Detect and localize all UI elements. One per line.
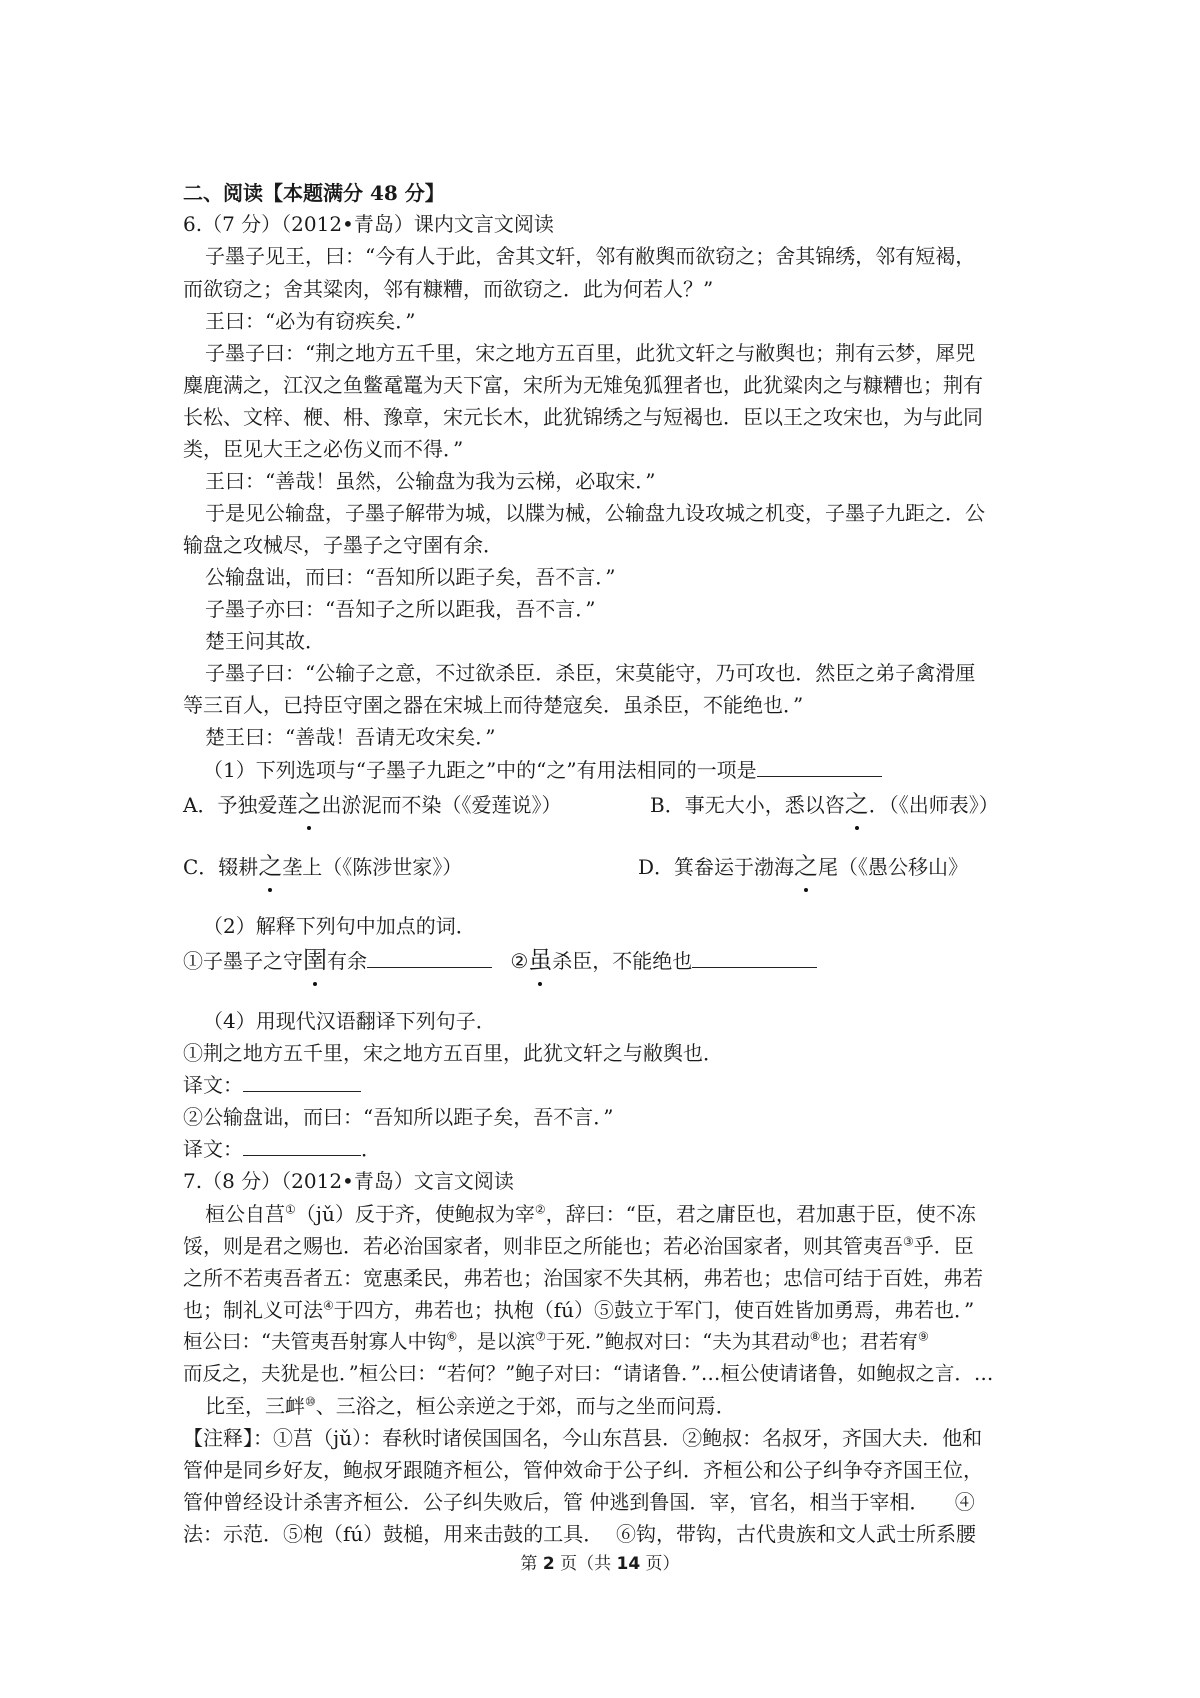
passage-line: 楚王曰：“善哉！吾请无攻宋矣．” — [205, 725, 496, 749]
sub2-item1-text: ①子墨子之守 — [183, 949, 303, 973]
footnote-marker: ⑩ — [305, 1394, 316, 1409]
footnote-marker: ③ — [903, 1234, 914, 1249]
emphasis-dot-char: 圉 — [303, 946, 327, 974]
answer-blank[interactable] — [243, 1073, 361, 1092]
footnote-marker: ⑨ — [918, 1329, 929, 1344]
translation-line-2 — [183, 1135, 1043, 1163]
answer-blank[interactable] — [757, 758, 882, 777]
option-d-text: 尾（《愚公移山》 — [818, 855, 969, 879]
passage-line: 比至，三衅⑩、三浴之，桓公亲逆之于郊，而与之坐而问焉． — [205, 1394, 736, 1418]
annotation-line: 法：示范．⑤枹（fú）鼓槌，用来击鼓的工具． ⑥钩，带钩，古代贵族和文人武士所系腰 — [183, 1522, 976, 1546]
passage-line: 也；制礼义可法④于四方，弗若也；执枹（fú）⑤鼓立于军门，使百姓皆加勇焉，弗若也．” — [183, 1298, 975, 1322]
passage-line: 而反之，夫犹是也．”桓公曰：“若何？”鲍子对曰：“请诸鲁．”…桓公使请诸鲁，如鲍叔之言．… — [183, 1362, 994, 1385]
option-b-text: B．事无大小，悉以咨 — [650, 793, 845, 817]
sub-question-1 — [203, 756, 1063, 784]
passage-line: 类，臣见大王之必伤义而不得．” — [183, 437, 464, 461]
question-7-header: 7.（8 分）（2012•青岛）文言文阅读 — [183, 1169, 514, 1193]
footnote-marker: ⑥ — [446, 1329, 458, 1344]
passage-line: 桓公曰：“夫管夷吾射寡人中钩⑥，是以滨⑦于死．”鲍叔对曰：“夫为其君动⑧也；君若宥⑨ — [183, 1329, 929, 1353]
passage-line: 子墨子曰：“荆之地方五千里，宋之地方五百里，此犹文轩之与敝舆也；荆有云梦，犀兕 — [205, 341, 976, 365]
option-a-text: A．予独爱莲 — [183, 793, 298, 817]
passage-line: 王曰：“必为有窃疾矣．” — [205, 309, 416, 333]
footnote-marker: ⑦ — [535, 1329, 547, 1344]
passage-line: 公输盘诎，而曰：“吾知所以距子矣，吾不言．” — [205, 565, 616, 589]
annotation-line: 管仲曾经设计杀害齐桓公．公子纠失败后，管 仲逃到鲁国．宰，官名，相当于宰相． ④ — [183, 1490, 975, 1514]
period: ． — [361, 1137, 381, 1161]
total-pages: 14 — [616, 1554, 641, 1574]
sub-question-4-prompt: （4）用现代汉语翻译下列句子． — [203, 1009, 496, 1033]
passage-line: 之所不若夷吾者五：宽惠柔民，弗若也；治国家不失其柄，弗若也；忠信可结于百姓，弗若 — [183, 1266, 983, 1290]
passage-line: 王曰：“善哉！虽然，公输盘为我为云梯，必取宋．” — [205, 469, 656, 493]
translation-label: 译文： — [183, 1137, 243, 1161]
emphasis-dot-char: 之 — [794, 852, 819, 880]
emphasis-dot-char: 之 — [258, 852, 283, 880]
sub-question-2-prompt: （2）解释下列句中加点的词． — [203, 914, 476, 938]
translate-sentence-1: ①荆之地方五千里，宋之地方五百里，此犹文轩之与敝舆也． — [183, 1041, 723, 1065]
passage-line: 子墨子亦曰：“吾知子之所以距我，吾不言．” — [205, 597, 596, 621]
passage-line: 等三百人，已持臣守圉之器在宋城上而待楚寇矣．虽杀臣，不能绝也．” — [183, 693, 804, 717]
passage-line: 桓公自莒①（jǔ）反于齐，使鲍叔为宰②，辞曰：“臣，君之庸臣也，君加惠于臣，使不冻 — [205, 1202, 976, 1226]
answer-blank[interactable] — [367, 949, 492, 968]
sub-question-1-prompt: （1）下列选项与“子墨子九距之”中的“之”有用法相同的一项是 — [203, 758, 757, 782]
section-heading: 二、阅读【本题满分 48 分】 — [183, 181, 445, 205]
passage-line: 长松、文梓、楩、枏、豫章，宋元长木，此犹锦绣之与短褐也．臣以王之攻宋也，为与此同 — [183, 405, 983, 429]
footnote-marker: ② — [534, 1202, 546, 1217]
passage-line: 输盘之攻械尽，子墨子之守圉有余． — [183, 533, 503, 557]
passage-line: 馁，则是君之赐也．若必治国家者，则非臣之所能也；若必治国家者，则其管夷吾③乎．臣 — [183, 1234, 974, 1258]
passage-line: 子墨子曰：“公输子之意，不过欲杀臣．杀臣，宋莫能守，乃可攻也．然臣之弟子禽滑厘 — [205, 661, 976, 685]
sub-question-2-items — [183, 946, 1043, 975]
option-d[interactable] — [638, 852, 1038, 881]
annotation-line: 【注释】：①莒（jǔ）：春秋时诸侯国国名，今山东莒县．②鲍叔：名叔牙，齐国大夫．他和 — [183, 1426, 983, 1450]
page-footer: 第 2 页（共 14 页） — [520, 1554, 680, 1574]
passage-line: 于是见公输盘，子墨子解带为城，以牒为械，公输盘九设攻城之机变，子墨子九距之．公 — [205, 501, 985, 525]
option-c-text: 垄上（《陈涉世家》） — [282, 855, 463, 879]
page-number: 2 — [542, 1554, 555, 1574]
answer-blank[interactable] — [243, 1137, 361, 1156]
translation-label: 译文： — [183, 1073, 243, 1097]
footnote-marker: ⑧ — [809, 1329, 821, 1344]
option-c-text: C．辍耕 — [183, 855, 259, 879]
passage-line: 麋鹿满之，江汉之鱼鳖鼋鼍为天下富，宋所为无雉兔狐狸者也，此犹粱肉之与糠糟也；荆有 — [183, 373, 983, 397]
translation-line-1 — [183, 1071, 1043, 1099]
option-d-text: D．箕畚运于渤海 — [638, 855, 795, 879]
sub2-item2-text: 杀臣，不能绝也 — [552, 949, 693, 973]
emphasis-dot-char: 之 — [844, 790, 869, 818]
option-a-text: 出淤泥而不染（《爱莲说》） — [321, 793, 562, 817]
answer-blank[interactable] — [692, 949, 817, 968]
annotation-line: 管仲是同乡好友，鲍叔牙跟随齐桓公，管仲效命于公子纠．齐桓公和公子纠争夺齐国王位， — [183, 1458, 983, 1482]
option-b[interactable] — [650, 790, 1040, 819]
sub2-item1-text: 有余 — [327, 949, 367, 973]
emphasis-dot-char: 之 — [297, 790, 322, 818]
passage-line: 而欲窃之；舍其粱肉，邻有糠糟，而欲窃之．此为何若人？” — [183, 277, 714, 301]
footnote-marker: ④ — [323, 1298, 334, 1313]
passage-line: 楚王问其故． — [205, 629, 325, 653]
question-6-header: 6.（7 分）（2012•青岛）课内文言文阅读 — [183, 212, 554, 236]
emphasis-dot-char: 虽 — [528, 946, 553, 974]
translate-sentence-2: ②公输盘诎，而曰：“吾知所以距子矣，吾不言．” — [183, 1105, 614, 1129]
sub2-item2-text: ② — [510, 949, 529, 973]
footnote-marker: ① — [285, 1202, 296, 1217]
passage-line: 子墨子见王，曰：“今有人于此，舍其文轩，邻有敝舆而欲窃之；舍其锦绣，邻有短褐， — [205, 244, 976, 268]
option-b-text: ．（《出师表》） — [868, 793, 999, 817]
